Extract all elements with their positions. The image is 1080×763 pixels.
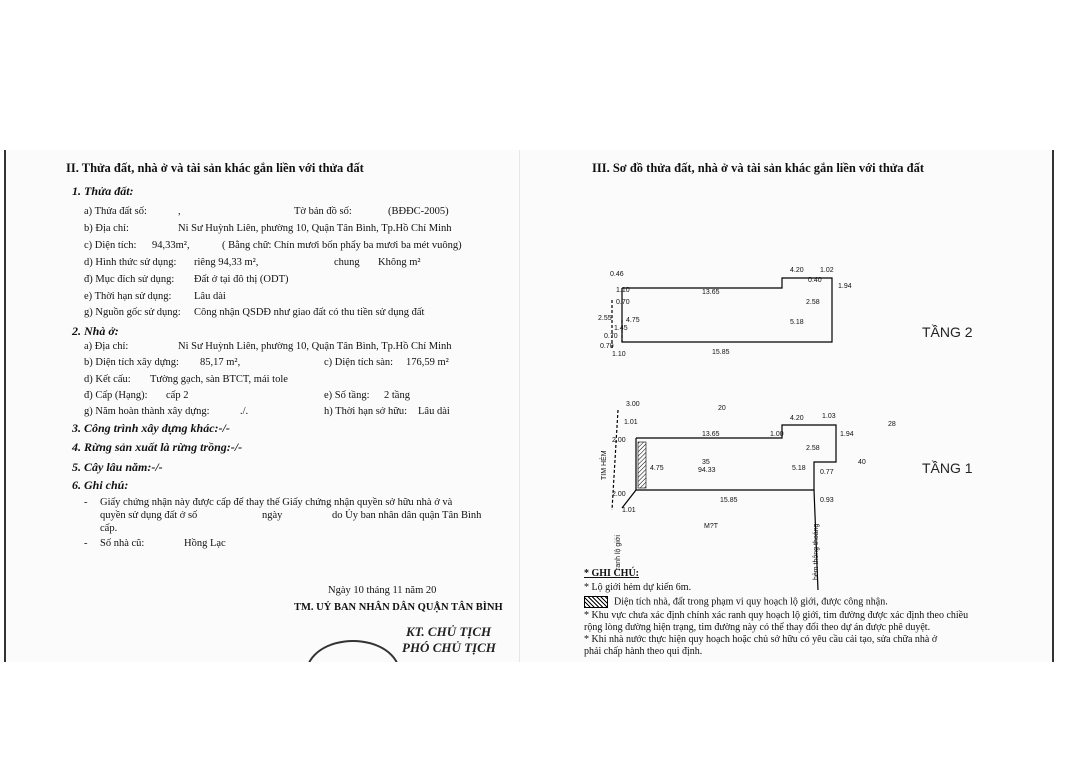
house-h-label: h) Thời hạn sở hữu: <box>324 406 408 417</box>
dim2-g: 1.94 <box>838 283 852 290</box>
note-d1: * Khi nhà nước thực hiện quy hoạch hoặc chủ sở hữu có yêu cầu cải tạo, sửa chữa nhà ở <box>584 634 938 645</box>
heading-4: 4. Rừng sản xuất là rừng trồng:-/- <box>72 440 243 454</box>
dim1-q: 35 <box>702 459 710 466</box>
land-dd-label: đ) Mục đích sử dụng: <box>84 274 175 285</box>
note1-line1: Giấy chứng nhận này được cấp để thay thế Giấy chứng nhận quyền sở hữu nhà ở và <box>100 497 453 508</box>
land-e-value: Lâu dài <box>194 291 226 302</box>
dim1-u: 40 <box>858 459 866 466</box>
page-fold <box>519 150 520 662</box>
land-d-common-label: chung <box>334 257 360 268</box>
land-d-common-value: Không m² <box>378 257 421 268</box>
house-c-label: c) Diện tích sàn: <box>324 357 394 368</box>
dim2-m: 1.10 <box>612 351 626 358</box>
signature-title-1: KT. CHỦ TỊCH <box>406 624 492 639</box>
heading-6: 6. Ghi chú: <box>72 478 129 492</box>
map-value: (BĐĐC-2005) <box>388 206 449 217</box>
dim2-i: 5.18 <box>790 319 804 326</box>
house-g-value: ./. <box>240 406 249 417</box>
land-c-value: 94,33m², <box>152 240 190 251</box>
note-d2: phải chấp hành theo qui định. <box>584 646 703 657</box>
dim1-g: 1.94 <box>840 431 854 438</box>
dim1-s: M?T <box>704 523 718 530</box>
road-left-label: ranh lộ giới <box>615 535 622 570</box>
note1-line3: cấp. <box>100 523 118 534</box>
dim2-a: 0.46 <box>610 271 624 278</box>
dim2-e: 1.02 <box>820 267 834 274</box>
house-b-value: 85,17 m², <box>200 357 241 368</box>
certificate-sheet: II. Thửa đất, nhà ở và tài sản khác gắn liền với thửa đất 1. Thửa đất: a) Thửa đất số: , Tờ bản đồ số: (BĐĐC-2005) b) Địa chỉ: Ni Sư Huỳnh Liên, phường 10, Quận Tân Bình, Tp.Hồ Chí Minh c) Diện tích: 94,33m², ( Bằng chữ: Chín mươi bốn phẩy ba mươi ba mét vuông) d) Hình thức sử dụng: riêng 94,33 m², chung Không m² đ) Mục đích sử dụng: Đất ở tại đô thị (ODT) e) Thời hạn sử dụng: Lâu dài g) Nguồn gốc sử dụng: Công nhận QSDĐ như giao đất có thu tiền sử dụng đất 2. Nhà ở: a) Địa chỉ: Ni Sư Huỳnh Liên, phường 10, Quận Tân Bình, Tp.Hồ Chí Minh b) Diện tích xây dựng: 85,17 m², c) Diện tích sàn: 176,59 m² d) Kết cấu: Tường gạch, sàn BTCT, mái tole đ) Cấp (Hạng): cấp 2 e) Số tầng: 2 tầng g) Năm hoàn thành xây dựng: ./. h) Thời hạn sở hữu: Lâu dài 3. Công trình xây dựng khác:-/- 4. Rừng sản xuất là rừng trồng:-/- 5. Cây lâu năm:-/- 6. Ghi chú: - Giấy chứng nhận này được cấp để thay thế Giấy chứng nhận quyền sở hữu nhà ở và quyền sử dụng đất ở số ngày do Ủy ban nhân dân quận Tân Bình cấp. - Số nhà cũ: Hồng Lạc Ngày 10 tháng 11 năm 20 TM. UỶ BAN NHÂN DÂN QUẬN TÂN BÌNH KT. CHỦ TỊCH PHÓ CHỦ TỊCH III. Sơ đồ thửa đất, nhà ở và tài sản khác gắn liền với thửa đất 0.46 1.10 13.65 4.20 1.02 0.40 1.94 2.58 5.18 2.55 4.75 0.70 1.10 15.85 0.70 1.45 0.70 3.00 1.01 2.00 13.65 4.20 1.03 1.94 1.00 2.58 5.18 0.77 4.75 2.00 15.85 0.93 1.01 35 94.33 M?T 28 40 20 ranh lộ giới hẻm thông thoáng TIM HẺM TẦNG 2 TẦNG 1 * GHI CHÚ: * Lộ giới hẻm dự kiến 6m. Diện tích nhà, đất trong phạm vi quy hoạch lộ giới, được công nhận. * Khu vực chưa xác định chính xác ranh quy hoạch lộ giới, tim đường được xác định theo chiều rộng lòng đường hiện trạng, tim đường này có thể thay đổi theo dự án được phê duyệt. * Khi nhà nước thực hiện quy hoạch hoặc chủ sở hữu có yêu cầu cải tạo, sửa chữa nhà ở phải chấp hành theo qui định. <box>4 150 1054 662</box>
house-heading: 2. Nhà ở: <box>72 324 119 338</box>
dim2-q: 0.70 <box>604 333 618 340</box>
dim2-d: 4.20 <box>790 267 804 274</box>
signature-title-2: PHÓ CHỦ TỊCH <box>402 640 496 655</box>
floor2-label: TẦNG 2 <box>922 324 973 340</box>
dim1-p: 1.01 <box>622 507 636 514</box>
right-section-title: III. Sơ đồ thửa đất, nhà ở và tài sản khác gắn liền với thửa đất <box>592 161 925 175</box>
dim1-t: 28 <box>888 421 896 428</box>
dim1-d: 13.65 <box>702 431 720 438</box>
house-a-label: a) Địa chỉ: <box>84 341 129 352</box>
dim1-k: 0.77 <box>820 469 834 476</box>
dim2-k: 4.75 <box>626 317 640 324</box>
left-section-title: II. Thửa đất, nhà ở và tài sản khác gắn liền với thửa đất <box>66 161 364 175</box>
hatch-legend-icon <box>584 596 608 608</box>
dim1-o: 0.93 <box>820 497 834 504</box>
land-c-label: c) Diện tích: <box>84 240 137 251</box>
official-seal <box>306 640 400 662</box>
issuing-authority: TM. UỶ BAN NHÂN DÂN QUẬN TÂN BÌNH <box>294 602 503 613</box>
dim1-c: 2.00 <box>612 437 626 444</box>
note-b: Diện tích nhà, đất trong phạm vi quy hoạch lộ giới, được công nhận. <box>614 596 888 608</box>
center-road-label: TIM HẺM <box>601 450 608 480</box>
notes-heading: * GHI CHÚ: <box>584 568 639 579</box>
dim1-m: 2.00 <box>612 491 626 498</box>
note1-line2a: quyền sử dụng đất ở số <box>100 510 198 521</box>
house-h-value: Lâu dài <box>418 406 450 417</box>
dim1-j: 5.18 <box>792 465 806 472</box>
land-b-label: b) Địa chỉ: <box>84 223 129 234</box>
house-dd-value: cấp 2 <box>166 390 189 401</box>
note2-value: Hồng Lạc <box>184 538 226 549</box>
land-heading: 1. Thửa đất: <box>72 184 134 198</box>
land-g-label: g) Nguồn gốc sử dụng: <box>84 307 181 318</box>
note2-label: Số nhà cũ: <box>100 538 145 549</box>
land-a-value: , <box>178 206 181 217</box>
road-right-label: hẻm thông thoáng <box>813 523 820 580</box>
land-dd-value: Đất ở tại đô thị (ODT) <box>194 274 289 285</box>
hatched-area <box>638 442 646 488</box>
land-g-value: Công nhận QSDĐ như giao đất có thu tiền sử dụng đất <box>194 307 425 318</box>
floor2-outline <box>612 278 832 348</box>
heading-5: 5. Cây lâu năm:-/- <box>72 460 163 474</box>
dim1-f: 1.03 <box>822 413 836 420</box>
house-b-label: b) Diện tích xây dựng: <box>84 357 179 368</box>
land-e-label: e) Thời hạn sử dụng: <box>84 291 172 302</box>
house-c-value: 176,59 m² <box>406 357 449 368</box>
dim2-n: 15.85 <box>712 349 730 356</box>
note-c2: rộng lòng đường hiện trạng, tim đường này có thể thay đổi theo dự án được phê duyệt. <box>584 622 931 633</box>
land-b-value: Ni Sư Huỳnh Liên, phường 10, Quận Tân Bình, Tp.Hồ Chí Minh <box>178 223 452 234</box>
note-c1: * Khu vực chưa xác định chính xác ranh quy hoạch lộ giới, tim đường được xác định theo chiều <box>584 610 969 621</box>
note-b-row <box>584 596 888 608</box>
house-g-label: g) Năm hoàn thành xây dựng: <box>84 406 210 417</box>
map-label: Tờ bản đồ số: <box>294 206 352 217</box>
dim2-f: 0.40 <box>808 277 822 284</box>
floor-plan-diagram <box>592 260 1012 590</box>
note1-line2b: ngày <box>262 510 283 521</box>
dim1-l: 4.75 <box>650 465 664 472</box>
house-d-label: d) Kết cấu: <box>84 374 131 385</box>
house-e-label: e) Số tầng: <box>324 390 370 401</box>
issue-date: Ngày 10 tháng 11 năm 20 <box>328 585 437 596</box>
land-c-words: ( Bằng chữ: Chín mươi bốn phẩy ba mươi ba mét vuông) <box>222 240 462 251</box>
dim2-h: 2.58 <box>806 299 820 306</box>
land-d-value: riêng 94,33 m², <box>194 257 259 268</box>
house-a-value: Ni Sư Huỳnh Liên, phường 10, Quận Tân Bình, Tp.Hồ Chí Minh <box>178 341 452 352</box>
dim2-j: 2.55 <box>598 315 612 322</box>
dim2-l: 0.70 <box>600 343 614 350</box>
heading-3: 3. Công trình xây dựng khác:-/- <box>72 421 230 435</box>
dim1-r: 94.33 <box>698 467 716 474</box>
dim1-i: 2.58 <box>806 445 820 452</box>
note1-line2c: do Ủy ban nhân dân quận Tân Bình <box>332 510 482 521</box>
house-d-value: Tường gạch, sàn BTCT, mái tole <box>150 374 288 385</box>
dim1-n: 15.85 <box>720 497 738 504</box>
dim2-c: 13.65 <box>702 289 720 296</box>
dim2-p: 1.45 <box>614 325 628 332</box>
dim2-o: 0.70 <box>616 299 630 306</box>
land-d-label: d) Hình thức sử dụng: <box>84 257 177 268</box>
house-dd-label: đ) Cấp (Hạng): <box>84 390 148 401</box>
dim1-h: 1.00 <box>770 431 784 438</box>
dim1-a: 3.00 <box>626 401 640 408</box>
house-e-value: 2 tầng <box>384 390 410 401</box>
dim1-b: 1.01 <box>624 419 638 426</box>
note-a: * Lộ giới hẻm dự kiến 6m. <box>584 582 692 593</box>
dim1-v: 20 <box>718 405 726 412</box>
dim1-e: 4.20 <box>790 415 804 422</box>
dim2-b: 1.10 <box>616 287 630 294</box>
floor1-label: TẦNG 1 <box>922 460 973 476</box>
land-a-label: a) Thửa đất số: <box>84 206 147 217</box>
